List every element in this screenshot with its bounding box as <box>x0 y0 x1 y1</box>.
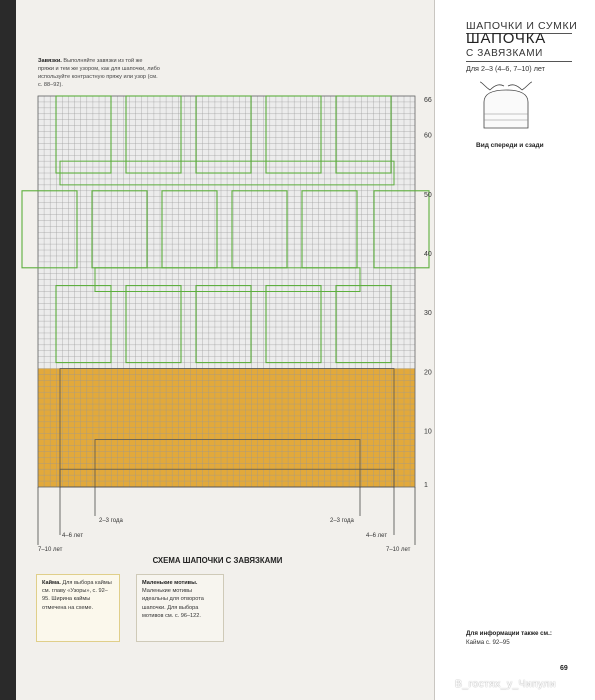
view-label: Вид спереди и сзади <box>476 142 544 149</box>
row-label: 40 <box>424 250 432 258</box>
page-number: 69 <box>560 665 568 672</box>
size-marker-7-10-right-label: 7–10 лет <box>386 547 411 553</box>
motifs-info-box <box>136 574 224 642</box>
section-title: ШАПОЧКИ И СУМКИ <box>466 20 578 32</box>
border-info-box <box>36 574 120 642</box>
pattern-title: ШАПОЧКА <box>466 30 547 47</box>
row-label: 10 <box>424 428 432 436</box>
ties-note-lead: Завязки. <box>38 58 62 64</box>
info-label: Для информации также см.: <box>466 630 552 637</box>
row-label: 50 <box>424 191 432 199</box>
watermark: В_гостях_у_Чипули <box>455 678 556 690</box>
border-info-title: Кайма. <box>42 580 61 586</box>
row-label: 30 <box>424 310 432 318</box>
size-marker-7-10-left-label: 7–10 лет <box>38 547 63 553</box>
row-label: 66 <box>424 96 432 104</box>
row-label: 20 <box>424 369 432 377</box>
border-info-text: Для выбора каймы см. главу «Узоры», с. 92–95. Ширина каймы отмечена на схеме. <box>42 580 112 611</box>
row-label: 1 <box>424 482 428 490</box>
size-range: Для 2–3 (4–6, 7–10) лет <box>466 64 545 73</box>
chart-title: СХЕМА ШАПОЧКИ С ЗАВЯЗКАМИ <box>152 556 283 565</box>
pattern-subtitle: С ЗАВЯЗКАМИ <box>466 48 543 59</box>
size-marker-4-6-right-label: 4–6 лет <box>366 533 388 539</box>
size-marker-4-6-left-label: 4–6 лет <box>62 533 84 539</box>
size-marker-2-3-left-label: 2–3 года <box>99 518 123 524</box>
ties-note-text: Выполняйте завязки из той же пряжи и тем же узором, как для шапочки, либо используйте контрастную пряжу или узор (см. с. 88–92). <box>38 58 160 88</box>
motifs-info-text: Маленькие мотивы идеальны для отворота шапочки. Для выбора мотивов см. с. 96–122. <box>142 588 204 619</box>
size-marker-2-3-right-label: 2–3 года <box>330 518 354 524</box>
info-text: Кайма с. 92–95 <box>466 639 510 646</box>
motifs-info-title: Маленькие мотивы. <box>142 580 198 586</box>
row-label: 60 <box>424 132 432 140</box>
